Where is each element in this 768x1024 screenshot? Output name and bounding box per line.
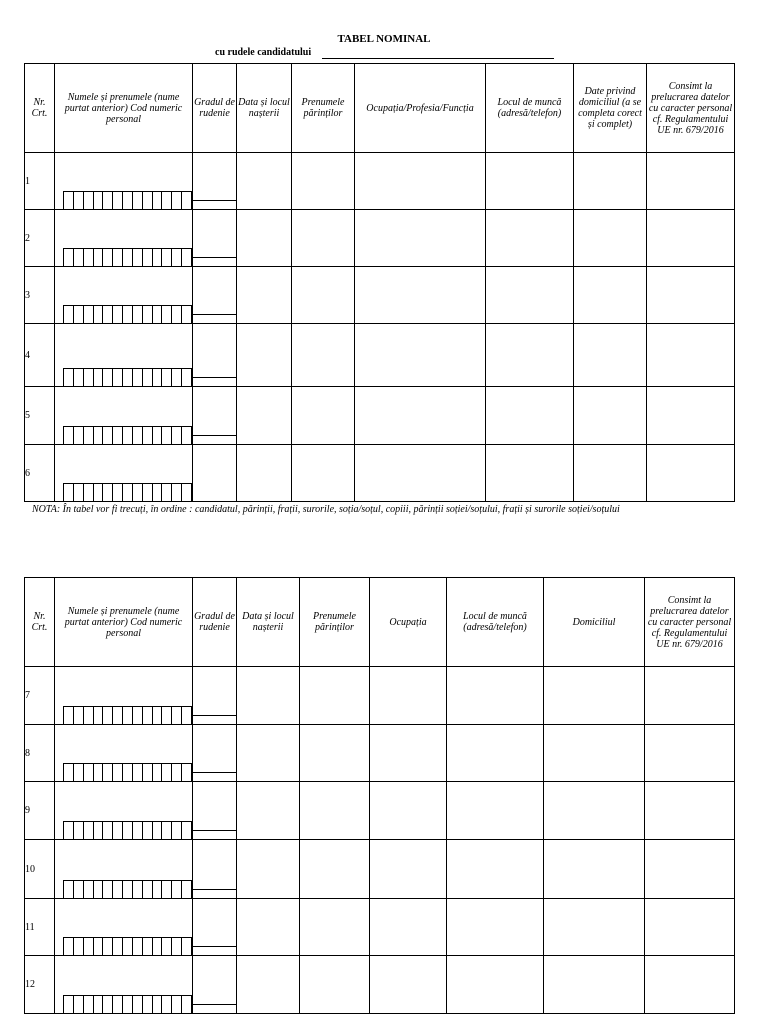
grad-cell[interactable] <box>193 445 237 502</box>
relatives-table-2 <box>24 577 735 1014</box>
parents-cell[interactable] <box>292 267 355 324</box>
name-cnp-cell[interactable] <box>55 840 193 899</box>
grad-cell[interactable] <box>193 667 237 725</box>
table-row <box>25 153 735 210</box>
row-number: 7 <box>25 667 55 725</box>
workplace-cell[interactable] <box>447 840 544 899</box>
table-header-row <box>25 578 735 667</box>
header-nr-crt: Nr. Crt. <box>25 64 55 153</box>
header-prenumele-parintilor: Prenumele părinților <box>292 64 355 153</box>
occupation-cell[interactable] <box>370 667 447 725</box>
table-row <box>25 267 735 324</box>
consent-cell[interactable] <box>647 267 735 324</box>
cnp-boxes[interactable] <box>63 248 192 266</box>
name-cnp-cell[interactable] <box>55 782 193 840</box>
parents-cell[interactable] <box>300 725 370 782</box>
header-domiciliu: Date privind domiciliul (a se completa corect și complet) <box>574 64 647 153</box>
header-consimt: Consimt la prelucrarea datelor cu caracter personal cf. Regulamentului UE nr. 679/2016 <box>645 578 735 667</box>
domicile-cell[interactable] <box>574 267 647 324</box>
name-cnp-cell[interactable] <box>55 956 193 1014</box>
name-cnp-cell[interactable] <box>55 725 193 782</box>
table-row <box>25 445 735 502</box>
workplace-cell[interactable] <box>447 899 544 956</box>
occupation-cell[interactable] <box>355 387 486 445</box>
row-number: 11 <box>25 899 55 956</box>
header-domiciliul: Domiciliul <box>544 578 645 667</box>
table-row <box>25 840 735 899</box>
birth-cell[interactable] <box>237 956 300 1014</box>
header-name-cnp: Numele și prenumele (nume purtat anterior) Cod numeric personal <box>55 578 193 667</box>
cnp-boxes[interactable] <box>63 368 192 386</box>
parents-cell[interactable] <box>292 324 355 387</box>
workplace-cell[interactable] <box>486 153 574 210</box>
table-row <box>25 210 735 267</box>
table-row <box>25 899 735 956</box>
consent-cell[interactable] <box>647 445 735 502</box>
parents-cell[interactable] <box>300 899 370 956</box>
occupation-cell[interactable] <box>370 725 447 782</box>
birth-cell[interactable] <box>237 387 292 445</box>
grad-cell[interactable] <box>193 899 237 956</box>
row-number: 8 <box>25 725 55 782</box>
grad-cell[interactable] <box>193 210 237 267</box>
name-cnp-cell[interactable] <box>55 324 193 387</box>
cnp-boxes[interactable] <box>63 763 192 781</box>
occupation-cell[interactable] <box>355 324 486 387</box>
table-row <box>25 387 735 445</box>
grad-cell[interactable] <box>193 956 237 1014</box>
occupation-cell[interactable] <box>355 445 486 502</box>
row-number: 1 <box>25 153 55 210</box>
header-consimt: Consimt la prelucrarea datelor cu caracter personal cf. Regulamentului UE nr. 679/2016 <box>647 64 735 153</box>
cnp-boxes[interactable] <box>63 706 192 724</box>
domicile-cell[interactable] <box>544 725 645 782</box>
cnp-boxes[interactable] <box>63 821 192 839</box>
consent-cell[interactable] <box>647 324 735 387</box>
name-cnp-cell[interactable] <box>55 267 193 324</box>
workplace-cell[interactable] <box>486 267 574 324</box>
birth-cell[interactable] <box>237 324 292 387</box>
cnp-boxes[interactable] <box>63 483 192 501</box>
parents-cell[interactable] <box>292 387 355 445</box>
birth-cell[interactable] <box>237 899 300 956</box>
parents-cell[interactable] <box>300 667 370 725</box>
domicile-cell[interactable] <box>544 667 645 725</box>
row-number: 10 <box>25 840 55 899</box>
domicile-cell[interactable] <box>574 153 647 210</box>
birth-cell[interactable] <box>237 782 300 840</box>
workplace-cell[interactable] <box>486 324 574 387</box>
grad-cell[interactable] <box>193 153 237 210</box>
table-row <box>25 725 735 782</box>
occupation-cell[interactable] <box>355 153 486 210</box>
name-cnp-cell[interactable] <box>55 153 193 210</box>
name-cnp-cell[interactable] <box>55 667 193 725</box>
domicile-cell[interactable] <box>544 899 645 956</box>
grad-cell[interactable] <box>193 725 237 782</box>
domicile-cell[interactable] <box>574 387 647 445</box>
occupation-cell[interactable] <box>355 267 486 324</box>
name-cnp-cell[interactable] <box>55 210 193 267</box>
parents-cell[interactable] <box>300 956 370 1014</box>
document-subtitle: cu rudele candidatului <box>215 47 312 58</box>
consent-cell[interactable] <box>645 840 735 899</box>
grad-cell[interactable] <box>193 324 237 387</box>
header-nr-crt: Nr. Crt. <box>25 578 55 667</box>
parents-cell[interactable] <box>292 153 355 210</box>
row-number: 12 <box>25 956 55 1014</box>
parents-cell[interactable] <box>292 210 355 267</box>
domicile-cell[interactable] <box>544 782 645 840</box>
grad-cell[interactable] <box>193 387 237 445</box>
grad-cell[interactable] <box>193 267 237 324</box>
table-row <box>25 956 735 1014</box>
occupation-cell[interactable] <box>370 956 447 1014</box>
header-grad-rudenie: Gradul de rudenie <box>193 578 237 667</box>
relatives-table-1 <box>24 63 735 502</box>
consent-cell[interactable] <box>645 956 735 1014</box>
row-number: 2 <box>25 210 55 267</box>
header-locul-de-munca: Locul de muncă (adresă/telefon) <box>447 578 544 667</box>
header-data-locul-nasterii: Data și locul nașterii <box>237 64 292 153</box>
consent-cell[interactable] <box>647 153 735 210</box>
domicile-cell[interactable] <box>574 210 647 267</box>
header-ocupatia: Ocupația/Profesia/Funcția <box>355 64 486 153</box>
parents-cell[interactable] <box>300 782 370 840</box>
cnp-boxes[interactable] <box>63 426 192 444</box>
birth-cell[interactable] <box>237 445 292 502</box>
workplace-cell[interactable] <box>447 956 544 1014</box>
parents-cell[interactable] <box>292 445 355 502</box>
header-locul-de-munca: Locul de muncă (adresă/telefon) <box>486 64 574 153</box>
header-ocupatia: Ocupația <box>370 578 447 667</box>
workplace-cell[interactable] <box>447 782 544 840</box>
occupation-cell[interactable] <box>370 899 447 956</box>
consent-cell[interactable] <box>645 725 735 782</box>
nota-footnote: NOTA: În tabel vor fi trecuți, în ordine : candidatul, părinții, frații, surorile, soția/soțul, copiii, părinții soției/soțului, frații și surorile soției/soțului <box>32 504 620 515</box>
cnp-boxes[interactable] <box>63 995 192 1013</box>
workplace-cell[interactable] <box>486 210 574 267</box>
document-title: TABEL NOMINAL <box>337 33 431 45</box>
workplace-cell[interactable] <box>486 445 574 502</box>
table-row <box>25 324 735 387</box>
name-cnp-cell[interactable] <box>55 445 193 502</box>
candidate-name-line[interactable] <box>322 58 554 59</box>
domicile-cell[interactable] <box>574 324 647 387</box>
domicile-cell[interactable] <box>544 840 645 899</box>
name-cnp-cell[interactable] <box>55 899 193 956</box>
table-header-row <box>25 64 735 153</box>
workplace-cell[interactable] <box>447 667 544 725</box>
header-grad-rudenie: Gradul de rudenie <box>193 64 237 153</box>
occupation-cell[interactable] <box>355 210 486 267</box>
birth-cell[interactable] <box>237 725 300 782</box>
row-number: 4 <box>25 324 55 387</box>
workplace-cell[interactable] <box>447 725 544 782</box>
occupation-cell[interactable] <box>370 782 447 840</box>
birth-cell[interactable] <box>237 153 292 210</box>
table-row <box>25 782 735 840</box>
grad-cell[interactable] <box>193 840 237 899</box>
domicile-cell[interactable] <box>574 445 647 502</box>
header-data-locul-nasterii: Data și locul nașterii <box>237 578 300 667</box>
cnp-boxes[interactable] <box>63 191 192 209</box>
parents-cell[interactable] <box>300 840 370 899</box>
name-cnp-cell[interactable] <box>55 387 193 445</box>
birth-cell[interactable] <box>237 667 300 725</box>
workplace-cell[interactable] <box>486 387 574 445</box>
consent-cell[interactable] <box>645 782 735 840</box>
consent-cell[interactable] <box>645 899 735 956</box>
cnp-boxes[interactable] <box>63 305 192 323</box>
header-name-cnp: Numele și prenumele (nume purtat anterior) Cod numeric personal <box>55 64 193 153</box>
grad-cell[interactable] <box>193 782 237 840</box>
domicile-cell[interactable] <box>544 956 645 1014</box>
consent-cell[interactable] <box>647 210 735 267</box>
row-number: 5 <box>25 387 55 445</box>
row-number: 6 <box>25 445 55 502</box>
cnp-boxes[interactable] <box>63 880 192 898</box>
occupation-cell[interactable] <box>370 840 447 899</box>
birth-cell[interactable] <box>237 210 292 267</box>
table-row <box>25 667 735 725</box>
birth-cell[interactable] <box>237 267 292 324</box>
birth-cell[interactable] <box>237 840 300 899</box>
cnp-boxes[interactable] <box>63 937 192 955</box>
header-prenumele-parintilor: Prenumele părinților <box>300 578 370 667</box>
row-number: 9 <box>25 782 55 840</box>
consent-cell[interactable] <box>647 387 735 445</box>
row-number: 3 <box>25 267 55 324</box>
consent-cell[interactable] <box>645 667 735 725</box>
